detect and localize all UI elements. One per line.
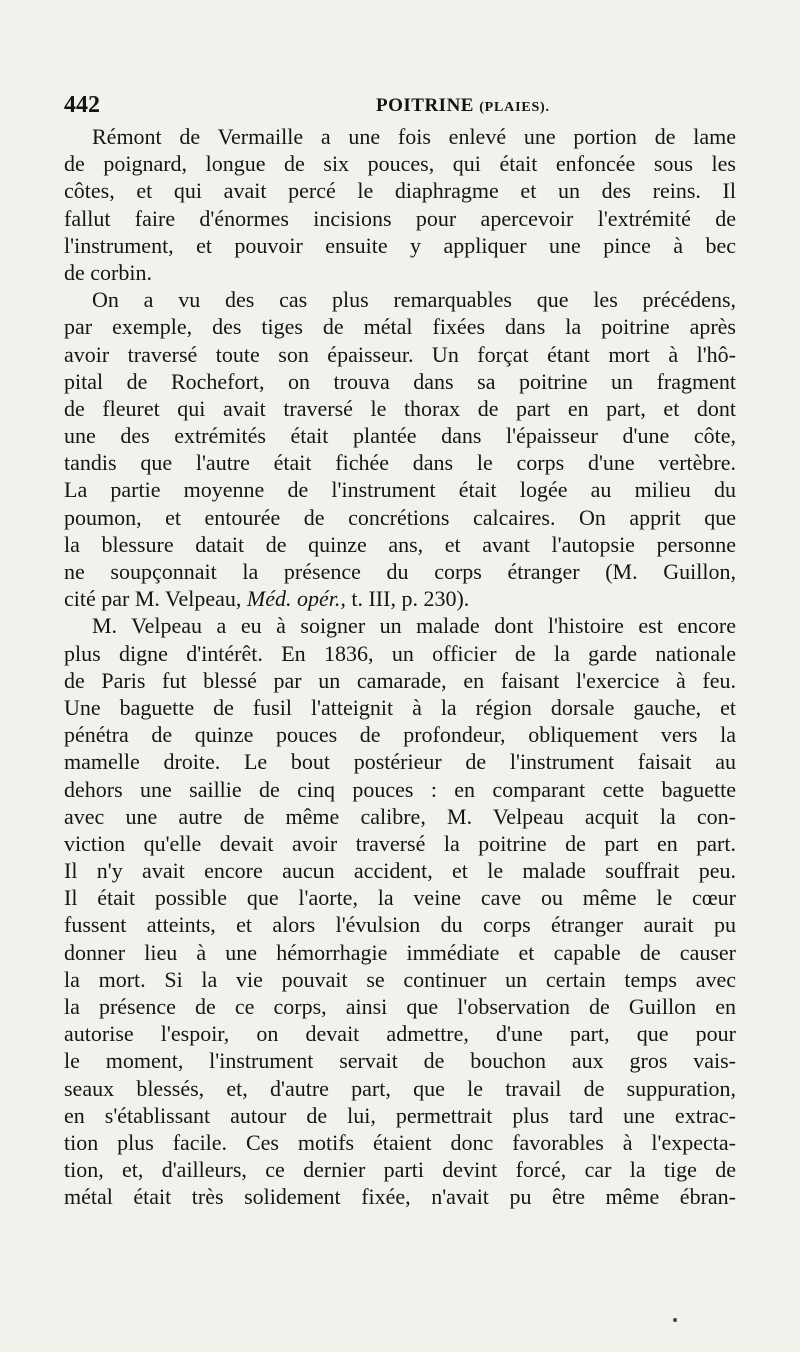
text-line: viction qu'elle devait avoir traversé la poitrine de part en part. [64,830,736,856]
text-line: Il n'y avait encore aucun accident, et le malade souffrait peu. [64,858,736,884]
text-line: fussent atteints, et alors l'évulsion du corps étranger aurait pu [64,912,736,938]
text-line: La partie moyenne de l'instrument était logée au milieu du [64,477,736,503]
running-title-sub: (PLAIES). [479,100,550,115]
text-line: tandis que l'autre était fichée dans le corps d'une vertèbre. [64,450,736,476]
body-text [64,123,736,1211]
paragraph-1 [64,123,736,286]
ink-speck [673,1318,677,1322]
text-line: ne soupçonnait la présence du corps étranger (M. Guillon, [64,559,736,584]
text-line: avec une autre de même calibre, M. Velpeau acquit la con- [64,803,736,829]
text-line: de poignard, longue de six pouces, qui était enfoncée sous les [64,151,736,177]
text-line: métal était très solidement fixée, n'avait pu être même ébran- [64,1184,736,1210]
text-line: de fleuret qui avait traversé le thorax de part en part, et dont [64,395,736,421]
text-line: fallut faire d'énormes incisions pour apercevoir l'extrémité de [64,205,736,231]
text-line: pital de Rochefort, on trouva dans sa poitrine un fragment [64,368,736,394]
running-header [64,92,744,122]
text-line: Une baguette de fusil l'atteignit à la région dorsale gauche, et [64,694,736,720]
text-line: la présence de ce corps, ainsi que l'observation de Guillon en [64,994,736,1019]
text-line: par exemple, des tiges de métal fixées dans la poitrine après [64,314,736,340]
text-line: la blessure datait de quinze ans, et avant l'autopsie personne [64,531,736,557]
text-line: la mort. Si la vie pouvait se continuer un certain temps avec [64,966,736,992]
citation-text: cité par M. Velpeau, [64,586,247,612]
text-line: en s'établissant autour de lui, permettrait plus tard une extrac- [64,1102,736,1128]
paragraph-2 [64,286,736,612]
text-line: de Paris fut blessé par un camarade, en faisant l'exercice à feu. [64,667,736,693]
text-line: seaux blessés, et, d'autre part, que le travail de suppuration, [64,1075,736,1101]
text-line: l'instrument, et pouvoir ensuite y appliquer une pince à bec [64,232,736,258]
text-line: côtes, et qui avait percé le diaphragme et un des reins. Il [64,178,736,204]
text-line: On a vu des cas plus remarquables que les précédens, [92,287,736,313]
text-line: de corbin. [64,259,152,285]
text-line: avoir traversé toute son épaisseur. Un forçat étant mort à l'hô- [64,341,736,367]
page-number: 442 [64,92,100,118]
text-line: le moment, l'instrument servait de bouchon aux gros vais- [64,1048,736,1074]
text-line: mamelle droite. Le bout postérieur de l'instrument faisait au [64,749,736,775]
text-line: plus digne d'intérêt. En 1836, un officier de la garde nationale [64,640,736,666]
text-line: Il était possible que l'aorte, la veine cave ou même le cœur [64,885,736,911]
running-title [376,95,550,117]
text-line: dehors une saillie de cinq pouces : en comparant cette baguette [64,776,736,802]
citation-reference: t. III, p. 230). [345,586,470,612]
text-line: pénétra de quinze pouces de profondeur, obliquement vers la [64,722,736,748]
citation-work-title: Méd. opér., [246,586,346,612]
text-line: poumon, et entourée de concrétions calcaires. On apprit que [64,504,736,530]
text-line: tion, et, d'ailleurs, ce dernier parti devint forcé, car la tige de [64,1157,736,1183]
citation-line [64,585,736,612]
text-line: tion plus facile. Ces motifs étaient donc favorables à l'expecta- [64,1129,736,1155]
text-line: Rémont de Vermaille a une fois enlevé une portion de lame [92,124,736,149]
text-line: autorise l'espoir, on devait admettre, d'une part, que pour [64,1021,736,1047]
text-line: M. Velpeau a eu à soigner un malade dont l'histoire est encore [92,613,736,639]
text-line: une des extrémités était plantée dans l'épaisseur d'une côte, [64,423,736,449]
paragraph-3 [64,612,736,1210]
text-line: donner lieu à une hémorrhagie immédiate et capable de causer [64,939,736,965]
running-title-main: POITRINE [376,95,474,116]
